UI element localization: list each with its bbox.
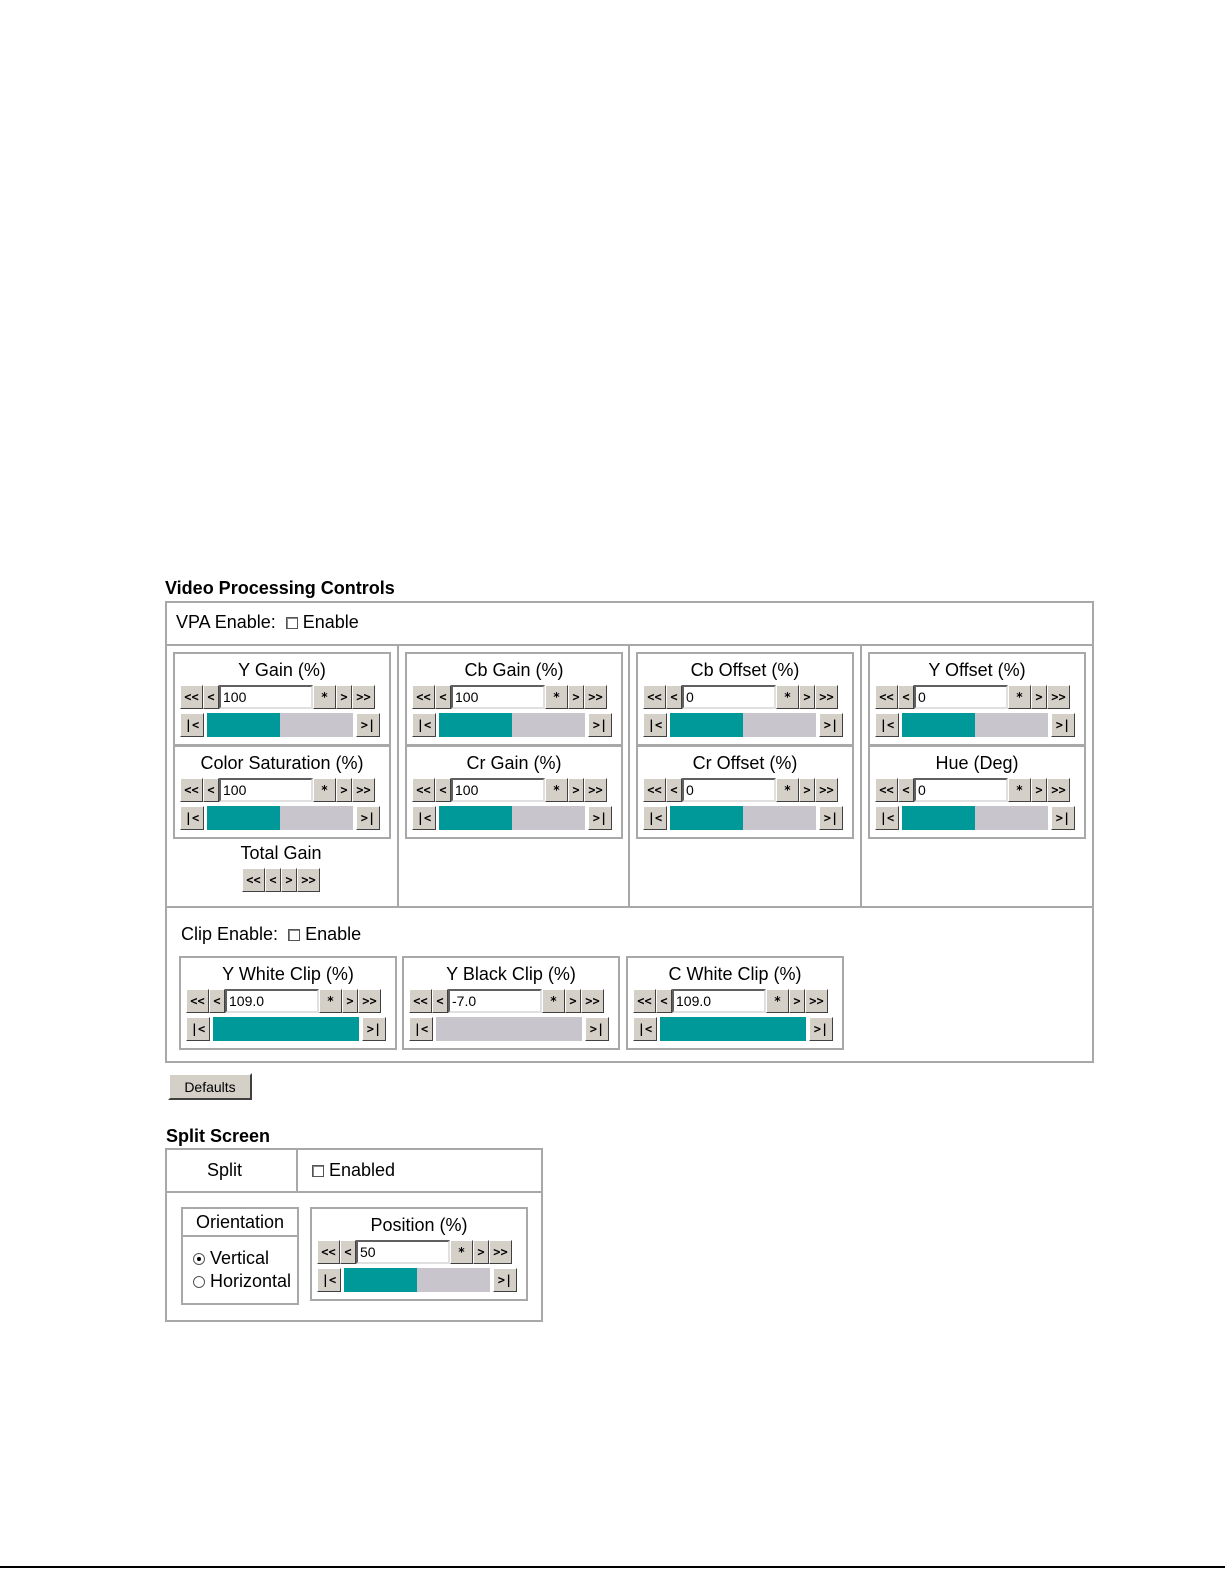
decrease-button[interactable]: <	[340, 1240, 356, 1264]
fast-decrease-button[interactable]: <<	[875, 778, 898, 802]
min-button[interactable]: |<	[180, 713, 204, 737]
decrease-button[interactable]: <	[898, 685, 914, 709]
control-title: Y Black Clip (%)	[446, 964, 576, 984]
control-title: C White Clip (%)	[668, 964, 802, 984]
min-button[interactable]: |<	[317, 1268, 341, 1292]
orientation-vertical-radio[interactable]	[193, 1253, 205, 1265]
decrease-button[interactable]: <	[898, 778, 914, 802]
fast-increase-button[interactable]: >>	[358, 989, 381, 1013]
level-slider[interactable]	[344, 1268, 490, 1292]
y-offset-control	[868, 652, 1086, 746]
value-input[interactable]	[682, 778, 776, 802]
control-title: Y Gain (%)	[238, 660, 326, 680]
fast-increase-button[interactable]: >>	[584, 685, 607, 709]
value-input[interactable]	[914, 778, 1008, 802]
split-label: Split	[207, 1160, 243, 1180]
level-track	[743, 806, 816, 830]
level-track	[417, 1268, 490, 1292]
fast-decrease-button[interactable]: <<	[412, 685, 435, 709]
increase-button[interactable]: >	[789, 989, 805, 1013]
level-slider[interactable]	[439, 713, 585, 737]
defaults-button[interactable]: Defaults	[168, 1073, 252, 1100]
level-track	[975, 806, 1048, 830]
page-bottom-rule	[0, 1566, 1225, 1568]
level-slider[interactable]	[207, 713, 353, 737]
decrease-button[interactable]: <	[656, 989, 672, 1013]
level-slider[interactable]	[439, 806, 585, 830]
level-slider[interactable]	[902, 806, 1048, 830]
orientation-horizontal-option[interactable]	[193, 1271, 291, 1292]
video-processing-title: Video Processing Controls	[165, 578, 395, 598]
fast-decrease-button[interactable]: <<	[633, 989, 656, 1013]
max-button[interactable]: >|	[585, 1017, 609, 1041]
value-input[interactable]	[219, 778, 313, 802]
control-title: Y Offset (%)	[928, 660, 1026, 680]
orientation-group	[181, 1207, 299, 1305]
orientation-horizontal-radio[interactable]	[193, 1276, 205, 1288]
min-button[interactable]: |<	[875, 713, 899, 737]
vpa-enable-checkbox-label: Enable	[302, 612, 359, 632]
split-screen-title: Split Screen	[166, 1126, 271, 1146]
level-fill	[660, 1017, 806, 1041]
split-enabled-checkbox[interactable]	[312, 1165, 324, 1177]
default-button[interactable]: *	[1008, 778, 1031, 802]
control-title: Cr Gain (%)	[466, 753, 562, 773]
total-gain-increase-button[interactable]: >	[281, 868, 297, 892]
increase-button[interactable]: >	[473, 1240, 489, 1264]
increase-button[interactable]: >	[336, 778, 352, 802]
level-slider[interactable]	[207, 806, 353, 830]
default-button[interactable]: *	[319, 989, 342, 1013]
decrease-button[interactable]: <	[209, 989, 225, 1013]
hue-control	[868, 745, 1086, 839]
increase-button[interactable]: >	[568, 685, 584, 709]
increase-button[interactable]: >	[342, 989, 358, 1013]
fast-decrease-button[interactable]: <<	[180, 685, 203, 709]
default-button[interactable]: *	[766, 989, 789, 1013]
total-gain-decrease-button[interactable]: <	[265, 868, 281, 892]
decrease-button[interactable]: <	[203, 685, 219, 709]
vpa-enable-label: VPA Enable:	[176, 612, 276, 632]
fast-increase-button[interactable]: >>	[581, 989, 604, 1013]
total-gain-fast-increase-button[interactable]: >>	[297, 868, 320, 892]
control-title: Position (%)	[370, 1215, 468, 1235]
decrease-button[interactable]: <	[666, 685, 682, 709]
min-button[interactable]: |<	[643, 806, 667, 830]
orientation-vertical-label: Vertical	[210, 1248, 270, 1268]
vpc-col-divider-2	[628, 644, 630, 908]
fast-increase-button[interactable]: >>	[815, 685, 838, 709]
clip-enable-checkbox-label: Enable	[305, 924, 362, 944]
fast-increase-button[interactable]: >>	[805, 989, 828, 1013]
increase-button[interactable]: >	[799, 685, 815, 709]
vpa-enable-checkbox[interactable]	[286, 617, 298, 629]
control-title: Color Saturation (%)	[200, 753, 364, 773]
value-input[interactable]	[356, 1240, 450, 1264]
fast-decrease-button[interactable]: <<	[186, 989, 209, 1013]
default-button[interactable]: *	[776, 685, 799, 709]
fast-decrease-button[interactable]: <<	[643, 685, 666, 709]
split-header-divider	[296, 1148, 298, 1192]
min-button[interactable]: |<	[412, 713, 436, 737]
level-slider[interactable]	[902, 713, 1048, 737]
max-button[interactable]: >|	[819, 713, 843, 737]
vpc-col-divider-3	[860, 644, 862, 908]
default-button[interactable]: *	[1008, 685, 1031, 709]
max-button[interactable]: >|	[356, 806, 380, 830]
fast-increase-button[interactable]: >>	[1047, 778, 1070, 802]
cb-gain-control	[405, 652, 623, 746]
decrease-button[interactable]: <	[666, 778, 682, 802]
max-button[interactable]: >|	[588, 713, 612, 737]
c-white-clip-control	[626, 956, 844, 1050]
min-button[interactable]: |<	[409, 1017, 433, 1041]
max-button[interactable]: >|	[1051, 806, 1075, 830]
level-fill	[670, 713, 743, 737]
increase-button[interactable]: >	[336, 685, 352, 709]
level-track	[280, 806, 353, 830]
level-fill	[344, 1268, 417, 1292]
default-button[interactable]: *	[542, 989, 565, 1013]
value-input[interactable]	[448, 989, 542, 1013]
increase-button[interactable]: >	[1031, 778, 1047, 802]
level-track	[975, 713, 1048, 737]
clip-enable-checkbox[interactable]	[288, 929, 300, 941]
fast-decrease-button[interactable]: <<	[412, 778, 435, 802]
min-button[interactable]: |<	[180, 806, 204, 830]
orientation-vertical-option[interactable]	[193, 1248, 269, 1269]
level-slider[interactable]	[670, 713, 816, 737]
fast-decrease-button[interactable]: <<	[643, 778, 666, 802]
cr-offset-control	[636, 745, 854, 839]
total-gain-label: Total Gain	[240, 843, 322, 863]
fast-decrease-button[interactable]: <<	[180, 778, 203, 802]
level-track	[280, 713, 353, 737]
fast-decrease-button[interactable]: <<	[875, 685, 898, 709]
level-track	[512, 713, 585, 737]
cb-offset-control	[636, 652, 854, 746]
fast-increase-button[interactable]: >>	[1047, 685, 1070, 709]
decrease-button[interactable]: <	[435, 685, 451, 709]
control-title: Cr Offset (%)	[692, 753, 798, 773]
level-fill	[439, 806, 512, 830]
max-button[interactable]: >|	[1051, 713, 1075, 737]
default-button[interactable]: *	[450, 1240, 473, 1264]
value-input[interactable]	[451, 778, 545, 802]
increase-button[interactable]: >	[568, 778, 584, 802]
level-slider[interactable]	[660, 1017, 806, 1041]
y-white-clip-control	[179, 956, 397, 1050]
max-button[interactable]: >|	[356, 713, 380, 737]
level-track	[743, 713, 816, 737]
total-gain-group	[175, 843, 387, 892]
increase-button[interactable]: >	[565, 989, 581, 1013]
decrease-button[interactable]: <	[203, 778, 219, 802]
orientation-label: Orientation	[183, 1209, 297, 1237]
level-slider[interactable]	[436, 1017, 582, 1041]
level-fill	[670, 806, 743, 830]
decrease-button[interactable]: <	[432, 989, 448, 1013]
cr-gain-control	[405, 745, 623, 839]
level-fill	[902, 806, 975, 830]
default-button[interactable]: *	[313, 778, 336, 802]
min-button[interactable]: |<	[875, 806, 899, 830]
control-title: Cb Gain (%)	[464, 660, 564, 680]
split-divider	[165, 1191, 543, 1193]
increase-button[interactable]: >	[1031, 685, 1047, 709]
min-button[interactable]: |<	[643, 713, 667, 737]
level-fill	[213, 1017, 359, 1041]
max-button[interactable]: >|	[809, 1017, 833, 1041]
fast-decrease-button[interactable]: <<	[409, 989, 432, 1013]
fast-increase-button[interactable]: >>	[815, 778, 838, 802]
level-fill	[902, 713, 975, 737]
default-button[interactable]: *	[545, 778, 568, 802]
split-position-control	[310, 1207, 528, 1301]
level-track	[436, 1017, 582, 1041]
max-button[interactable]: >|	[819, 806, 843, 830]
clip-enable-row	[181, 924, 361, 945]
fast-increase-button[interactable]: >>	[489, 1240, 512, 1264]
value-input[interactable]	[225, 989, 319, 1013]
y-black-clip-control	[402, 956, 620, 1050]
y-gain-control	[173, 652, 391, 746]
value-input[interactable]	[672, 989, 766, 1013]
default-button[interactable]: *	[776, 778, 799, 802]
min-button[interactable]: |<	[186, 1017, 210, 1041]
value-input[interactable]	[914, 685, 1008, 709]
level-track	[512, 806, 585, 830]
max-button[interactable]: >|	[588, 806, 612, 830]
split-enabled-label: Enabled	[329, 1160, 396, 1180]
level-fill	[207, 713, 280, 737]
decrease-button[interactable]: <	[435, 778, 451, 802]
control-title: Cb Offset (%)	[690, 660, 800, 680]
color-saturation-control	[173, 745, 391, 839]
orientation-horizontal-label: Horizontal	[210, 1271, 292, 1291]
level-fill	[439, 713, 512, 737]
max-button[interactable]: >|	[362, 1017, 386, 1041]
level-slider[interactable]	[670, 806, 816, 830]
default-button[interactable]: *	[313, 685, 336, 709]
vpa-enable-row	[176, 612, 359, 633]
fast-increase-button[interactable]: >>	[584, 778, 607, 802]
fast-increase-button[interactable]: >>	[352, 685, 375, 709]
min-button[interactable]: |<	[633, 1017, 657, 1041]
level-slider[interactable]	[213, 1017, 359, 1041]
clip-enable-label: Clip Enable:	[181, 924, 279, 944]
total-gain-fast-decrease-button[interactable]: <<	[242, 868, 265, 892]
fast-increase-button[interactable]: >>	[352, 778, 375, 802]
vpc-col-divider-1	[397, 644, 399, 908]
default-button[interactable]: *	[545, 685, 568, 709]
control-title: Y White Clip (%)	[222, 964, 354, 984]
value-input[interactable]	[219, 685, 313, 709]
min-button[interactable]: |<	[412, 806, 436, 830]
control-title: Hue (Deg)	[935, 753, 1019, 773]
increase-button[interactable]: >	[799, 778, 815, 802]
value-input[interactable]	[682, 685, 776, 709]
level-fill	[207, 806, 280, 830]
split-enabled-row	[312, 1160, 395, 1181]
value-input[interactable]	[451, 685, 545, 709]
max-button[interactable]: >|	[493, 1268, 517, 1292]
fast-decrease-button[interactable]: <<	[317, 1240, 340, 1264]
